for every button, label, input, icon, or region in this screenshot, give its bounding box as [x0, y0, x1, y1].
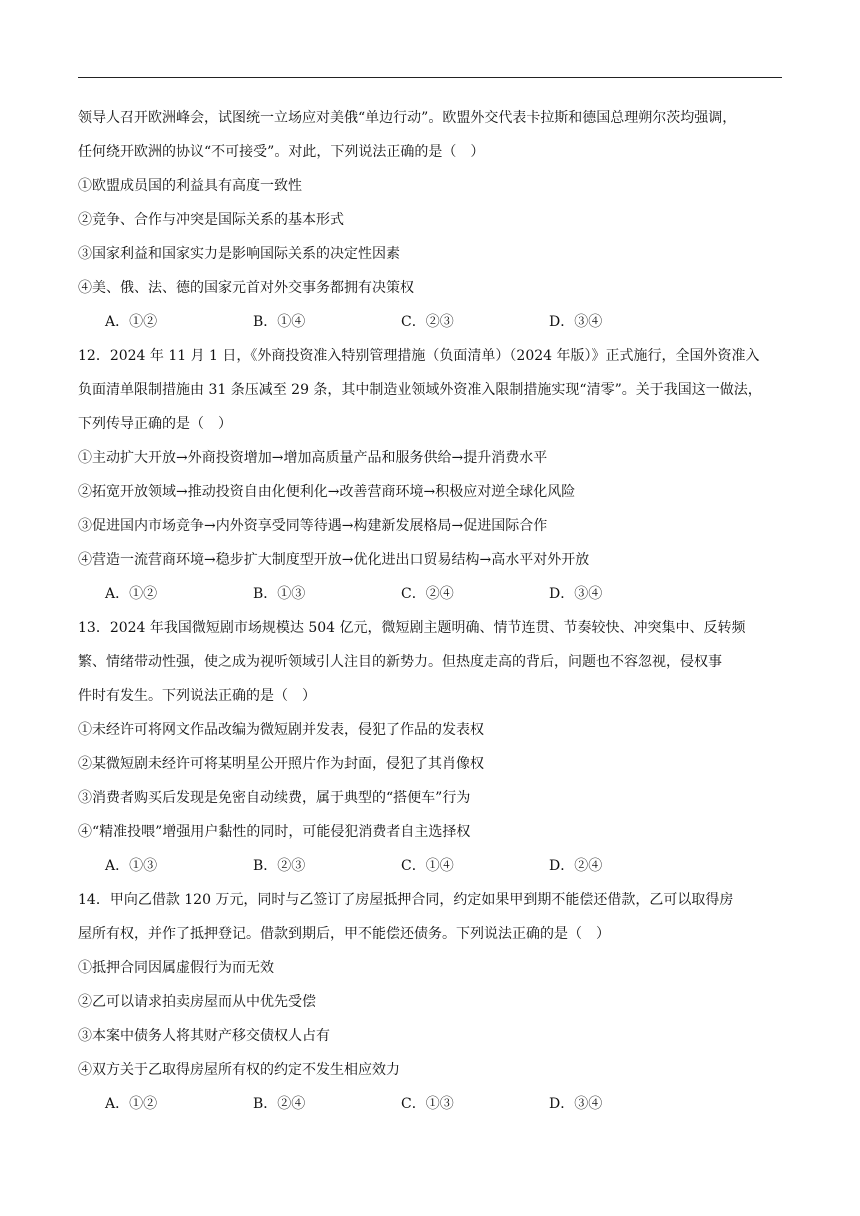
statement-1: ①抵押合同因属虚假行为而无效	[78, 960, 274, 976]
question-stem-line: 繁、情绪带动性强，使之成为视听领域引人注目的新势力。但热度走高的背后，问题也不容忽视，侵权事	[78, 654, 722, 670]
option-d: D．③④	[549, 586, 603, 602]
question-stem-line: 任何绕开欧洲的协议“不可接受”。对此，下列说法正确的是（ ）	[78, 144, 485, 160]
question-stem-line: 负面清单限制措施由 31 条压减至 29 条，其中制造业领域外资准入限制措施实现“清零”。关于我国这一做法，	[78, 382, 762, 398]
statement-2: ②竞争、合作与冲突是国际关系的基本形式	[78, 212, 344, 228]
option-c: C．①④	[401, 858, 454, 874]
statement-4: ④双方关于乙取得房屋所有权的约定不发生相应效力	[78, 1062, 400, 1078]
option-b: B．②④	[253, 1096, 306, 1112]
option-b: B．②③	[253, 858, 306, 874]
header-rule	[78, 77, 782, 78]
question-stem-line: 件时有发生。下列说法正确的是（ ）	[78, 688, 316, 704]
question-content	[78, 101, 782, 1121]
question-14	[78, 883, 782, 1121]
statement-3: ③促进国内市场竞争→内外资享受同等待遇→构建新发展格局→促进国际合作	[78, 518, 548, 534]
statement-1: ①主动扩大开放→外商投资增加→增加高质量产品和服务供给→提升消费水平	[78, 450, 548, 466]
option-d: D．③④	[549, 1096, 603, 1112]
statement-4: ④营造一流营商环境→稳步扩大制度型开放→优化进出口贸易结构→高水平对外开放	[78, 552, 590, 568]
statement-1: ①未经许可将网文作品改编为微短剧并发表，侵犯了作品的发表权	[78, 722, 484, 738]
question-stem-line: 下列传导正确的是（ ）	[78, 416, 232, 432]
question-12	[78, 339, 782, 611]
answer-options	[78, 305, 782, 339]
option-c: C．①③	[401, 1096, 454, 1112]
option-d: D．③④	[549, 314, 603, 330]
option-c: C．②③	[401, 314, 454, 330]
option-b: B．①③	[253, 586, 306, 602]
statement-1: ①欧盟成员国的利益具有高度一致性	[78, 178, 302, 194]
option-a: A．①③	[105, 858, 158, 874]
statement-2: ②拓宽开放领域→推动投资自由化便利化→改善营商环境→积极应对逆全球化风险	[78, 484, 576, 500]
option-a: A．①②	[105, 586, 158, 602]
statement-4: ④美、俄、法、德的国家元首对外交事务都拥有决策权	[78, 280, 414, 296]
statement-3: ③消费者购买后发现是免密自动续费，属于典型的“搭便车”行为	[78, 790, 471, 806]
statement-2: ②乙可以请求拍卖房屋而从中优先受偿	[78, 994, 316, 1010]
question-stem-line: 13．2024 年我国微短剧市场规模达 504 亿元，微短剧主题明确、情节连贯、节奏较快、冲突集中、反转频	[78, 620, 746, 636]
statement-3: ③国家利益和国家实力是影响国际关系的决定性因素	[78, 246, 400, 262]
option-d: D．②④	[549, 858, 603, 874]
answer-options	[78, 577, 782, 611]
question-stem-line: 12．2024 年 11 月 1 日，《外商投资准入特别管理措施（负面清单）（2024 年版）》正式施行，全国外资准入	[78, 348, 760, 364]
statement-2: ②某微短剧未经许可将某明星公开照片作为封面，侵犯了其肖像权	[78, 756, 484, 772]
option-b: B．①④	[253, 314, 306, 330]
question-stem-line: 领导人召开欧洲峰会，试图统一立场应对美俄“单边行动”。欧盟外交代表卡拉斯和德国总理朔尔茨均强调，	[78, 110, 737, 126]
statement-3: ③本案中债务人将其财产移交债权人占有	[78, 1028, 330, 1044]
question-11	[78, 101, 782, 339]
question-13	[78, 611, 782, 883]
statement-4: ④“精准投喂”增强用户黏性的同时，可能侵犯消费者自主选择权	[78, 824, 471, 840]
option-a: A．①②	[105, 314, 158, 330]
answer-options	[78, 849, 782, 883]
question-stem-line: 14．甲向乙借款 120 万元，同时与乙签订了房屋抵押合同，约定如果甲到期不能偿还借款，乙可以取得房	[78, 892, 734, 908]
question-stem-line: 屋所有权，并作了抵押登记。借款到期后，甲不能偿还债务。下列说法正确的是（ ）	[78, 926, 610, 942]
option-c: C．②④	[401, 586, 454, 602]
option-a: A．①②	[105, 1096, 158, 1112]
answer-options	[78, 1087, 782, 1121]
